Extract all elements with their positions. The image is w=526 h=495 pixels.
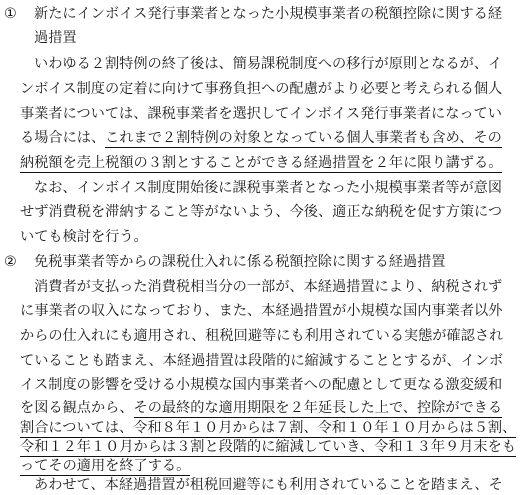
section-1-heading-line-1: 新たにインボイス発行事業者となった小規模事業者の税額控除に関する経 bbox=[34, 6, 503, 22]
section-1-number: ① bbox=[4, 6, 17, 22]
section-1-paragraph-1-line-2: ンボイス制度の定着に向けて事務負担への配慮がより必要と考えられる個人 bbox=[20, 81, 503, 97]
section-1-paragraph-1-line-5-underlined: 納税額を売上税額の３割とすることができる経過措置を２年に限り講ずる。 bbox=[20, 155, 503, 171]
section-2-paragraph-1-line-6 bbox=[20, 398, 502, 418]
section-2-paragraph-1-line-9-display bbox=[20, 456, 190, 476]
section-1-paragraph-1-line-4 bbox=[20, 128, 502, 148]
section-2-paragraph-1-line-7-underlined: 割合については、令和８年１０月からは７割、令和１０年１０月からは５割、 bbox=[20, 420, 517, 436]
section-2-paragraph-1-line-2: に事業者の収入になっており、また、本経過措置が小規模な国内事業者以外 bbox=[20, 303, 503, 319]
section-2-paragraph-1-line-4: ていることも踏まえ、本経過措置は段階的に縮減することとするが、インボ bbox=[20, 353, 504, 369]
section-2-paragraph-1-line-5: イス制度の影響を受ける小規模な国内事業者への配慮として更なる激変緩和 bbox=[20, 377, 503, 393]
section-2-paragraph-1-line-3: からの仕入れにも適用され、租税回避等にも利用されている実態が確認され bbox=[20, 328, 504, 344]
section-1-paragraph-1-line-5 bbox=[20, 153, 502, 173]
section-2-paragraph-1-line-8 bbox=[20, 437, 516, 457]
section-2-paragraph-1-line-6-plain: を図る観点から、 bbox=[20, 400, 134, 416]
section-2-paragraph-1-line-1: 消費者が支払った消費税相当分の一部が、本経過措置により、納税されず bbox=[34, 279, 503, 295]
section-1-paragraph-1-line-4-underlined: これまで２割特例の対象となっている個人事業者も含め、その bbox=[105, 130, 502, 146]
section-2-paragraph-1-line-7 bbox=[20, 418, 516, 438]
section-2-paragraph-1-line-9-underlined: ってその適用を終了する。 bbox=[20, 458, 191, 474]
section-1-paragraph-2-line-3: いても検討を行う。 bbox=[20, 229, 148, 245]
section-2-number: ② bbox=[4, 254, 17, 270]
section-2-paragraph-1-line-8-underlined: 令和１２年１０月からは３割と段階的に縮減していき、令和１３年９月末をも bbox=[20, 439, 516, 455]
section-2-paragraph-1-line-6-underlined: その最終的な適用期限を２年延長した上で、控除ができる bbox=[133, 400, 503, 416]
section-2-paragraph-2-line-1: あわせて、本経過措置が租税回避等にも利用されていることを踏まえ、そ bbox=[34, 477, 503, 493]
section-1-heading-line-2: 過措置 bbox=[34, 30, 77, 46]
section-2-heading: 免税事業者等からの課税仕入れに係る税額控除に関する経過措置 bbox=[34, 254, 446, 270]
section-1-paragraph-2-line-2: せず消費税を滞納すること等がないよう、今後、適正な納税を促す方策につ bbox=[20, 204, 503, 220]
section-1-paragraph-1-line-4-plain: る場合には、 bbox=[20, 130, 106, 146]
section-1-paragraph-2-line-1: なお、インボイス制度開始後に課税事業者となった小規模事業者等が意図 bbox=[34, 180, 503, 196]
section-1-paragraph-1-line-3: 事業者については、課税事業者を選択してインボイス発行事業者になってい bbox=[20, 106, 502, 122]
section-1-paragraph-1-line-1: いわゆる２割特例の終了後は、簡易課税制度への移行が原則となるが、イ bbox=[34, 56, 503, 72]
